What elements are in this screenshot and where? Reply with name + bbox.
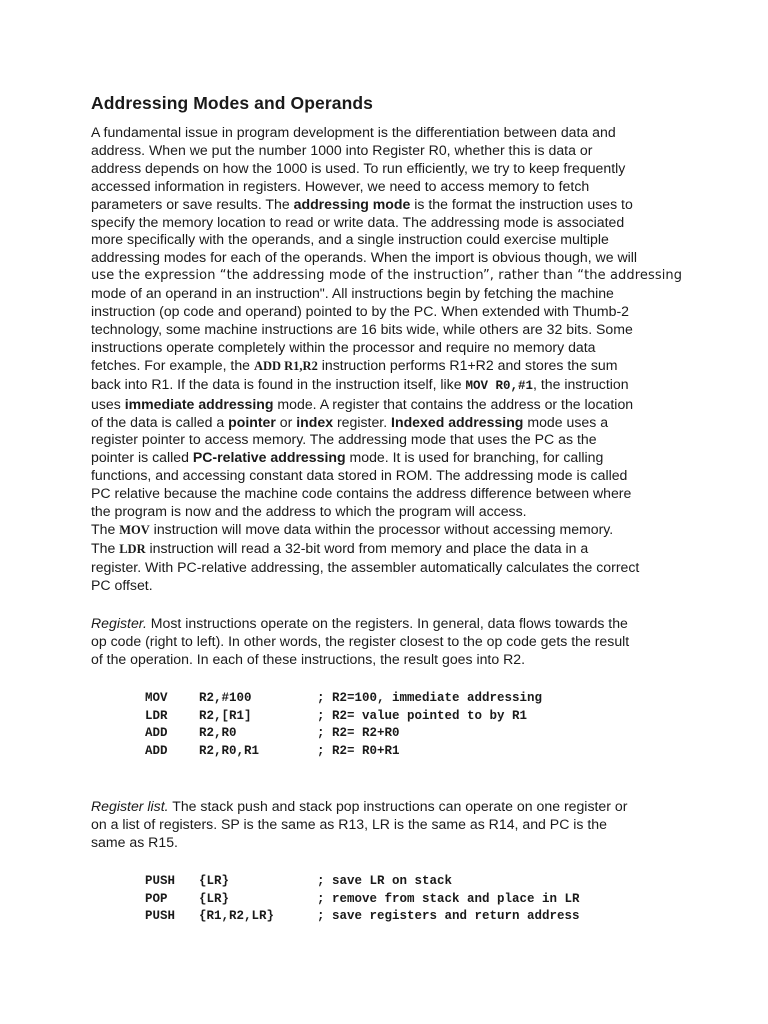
term-addressing-mode: addressing mode: [293, 195, 411, 212]
text-line: [91, 196, 691, 214]
text-run: , the instruction: [532, 375, 629, 392]
text-line: same as R15.: [91, 833, 178, 850]
section-label-register: Register.: [91, 615, 147, 631]
text-run: is the format the instruction uses to: [410, 195, 633, 212]
inline-code-mov-keyword: MOV: [119, 522, 150, 537]
text-line: more specifically with the operands, and a single instruction could exercise multiple: [91, 231, 609, 248]
text-run: mode. A register that contains the address or the location: [273, 395, 634, 412]
text-line: [91, 396, 691, 414]
text-line: addressing modes for each of the operands. When the import is obvious though, we will: [91, 249, 638, 266]
text-line: accessed information in registers. However, we need to access memory to fetch: [91, 177, 590, 194]
register-list-paragraph: [91, 798, 691, 852]
text-run: mode uses a: [523, 413, 609, 430]
text-line: instruction (op code and operand) pointed to by the PC. When extended with Thumb-2: [91, 303, 629, 320]
code-comment: ; R2=100, immediate addressing: [317, 691, 543, 705]
code-opcode: MOV: [145, 691, 168, 705]
text-run: of the data is called a: [91, 413, 229, 430]
text-run: instruction will move data within the processor without accessing memory.: [149, 520, 614, 537]
code-operands: {R1,R2,LR}: [199, 909, 275, 924]
text-line: PC offset.: [91, 576, 153, 593]
text-run: back into R1. If the data is found in the instruction itself, like: [91, 375, 466, 392]
text-run: instruction will read a 32-bit word from memory and place the data in a: [145, 539, 589, 556]
text-line: of the operation. In each of these instructions, the result goes into R2.: [91, 650, 526, 667]
code-operands: R2,R0: [199, 726, 237, 741]
text-line: mode of an operand in an instruction". All instructions begin by fetching the machine: [91, 285, 614, 302]
text-line: instructions operate completely within the processor and require no memory data: [91, 338, 596, 355]
text-line: use the expression “the addressing mode of the instruction”, rather than “the addressing: [91, 268, 683, 284]
code-operands: R2,R0,R1: [199, 743, 260, 758]
text-line: [91, 615, 691, 633]
text-run: mode. It is used for branching, for calling: [345, 449, 604, 466]
text-line: [91, 376, 691, 396]
text-line: A fundamental issue in program development is the differentiation between data and: [91, 124, 616, 140]
term-pointer: pointer: [228, 413, 276, 430]
text-run: The: [91, 539, 120, 556]
text-run: fetches. For example, the: [91, 356, 254, 373]
code-operands: {LR}: [199, 874, 230, 888]
text-run: The: [91, 520, 120, 537]
text-line: [91, 521, 691, 540]
text-line: [91, 798, 691, 816]
text-line: address. When we put the number 1000 into Register R0, whether this is data or: [91, 141, 593, 158]
code-comment: ; remove from stack and place in LR: [317, 891, 580, 906]
text-line: register pointer to access memory. The addressing mode that uses the PC as the: [91, 431, 597, 448]
code-opcode: ADD: [145, 726, 168, 741]
text-line: functions, and accessing constant data stored in ROM. The addressing mode is called: [91, 467, 628, 484]
inline-code-ldr-keyword: LDR: [119, 541, 146, 556]
text-run: or: [275, 413, 297, 430]
term-indexed-addressing: Indexed addressing: [391, 413, 524, 430]
register-paragraph: [91, 615, 691, 669]
text-line: on a list of registers. SP is the same as R13, LR is the same as R14, and PC is the: [91, 815, 607, 832]
inline-code-mov: MOV R0,#1: [465, 378, 533, 393]
code-comment: ; save registers and return address: [317, 909, 580, 924]
text-run: parameters or save results. The: [91, 195, 294, 212]
code-comment: ; save LR on stack: [317, 874, 453, 888]
code-comment: ; R2= R2+R0: [317, 726, 400, 741]
code-opcode: PUSH: [145, 909, 176, 924]
code-opcode: POP: [145, 891, 168, 906]
text-line: [91, 357, 691, 376]
code-opcode: PUSH: [145, 874, 176, 888]
text-line: [91, 414, 691, 432]
term-immediate-addressing: immediate addressing: [124, 395, 274, 412]
text-line: the program is now and the address to which the program will access.: [91, 503, 527, 520]
text-run: The stack push and stack pop instructions can operate on one register or: [168, 798, 628, 814]
text-line: specify the memory location to read or write data. The addressing mode is associated: [91, 213, 625, 230]
text-line: technology, some machine instructions are 16 bits wide, while others are 32 bits. Some: [91, 320, 633, 337]
code-opcode: LDR: [145, 708, 168, 723]
text-line: op code (right to left). In other words, the register closest to the op code gets the result: [91, 632, 630, 649]
code-comment: ; R2= value pointed to by R1: [317, 708, 528, 723]
text-run: Most instructions operate on the registers. In general, data flows towards the: [146, 615, 628, 631]
intro-paragraph: [91, 124, 691, 595]
text-run: register.: [333, 413, 392, 430]
code-operands: R2,#100: [199, 691, 252, 705]
term-pc-relative-addressing: PC-relative addressing: [192, 449, 346, 466]
text-line: [91, 449, 691, 467]
inline-code-add: ADD R1,R2: [253, 358, 318, 373]
code-opcode: ADD: [145, 743, 168, 758]
text-run: uses: [91, 395, 125, 412]
code-operands: {LR}: [199, 891, 230, 906]
term-index: index: [296, 413, 334, 430]
page-title: Addressing Modes and Operands: [91, 93, 373, 113]
text-run: instruction performs R1+R2 and stores the sum: [317, 356, 618, 373]
code-operands: R2,[R1]: [199, 708, 252, 723]
text-run: pointer is called: [91, 449, 193, 466]
text-line: PC relative because the machine code contains the address difference between where: [91, 485, 632, 502]
text-line: [91, 540, 691, 559]
section-label-register-list: Register list.: [91, 798, 169, 814]
text-line: address depends on how the 1000 is used. To run efficiently, we try to keep frequently: [91, 159, 626, 176]
text-line: register. With PC-relative addressing, the assembler automatically calculates the correct: [91, 558, 640, 575]
code-comment: ; R2= R0+R1: [317, 743, 400, 758]
